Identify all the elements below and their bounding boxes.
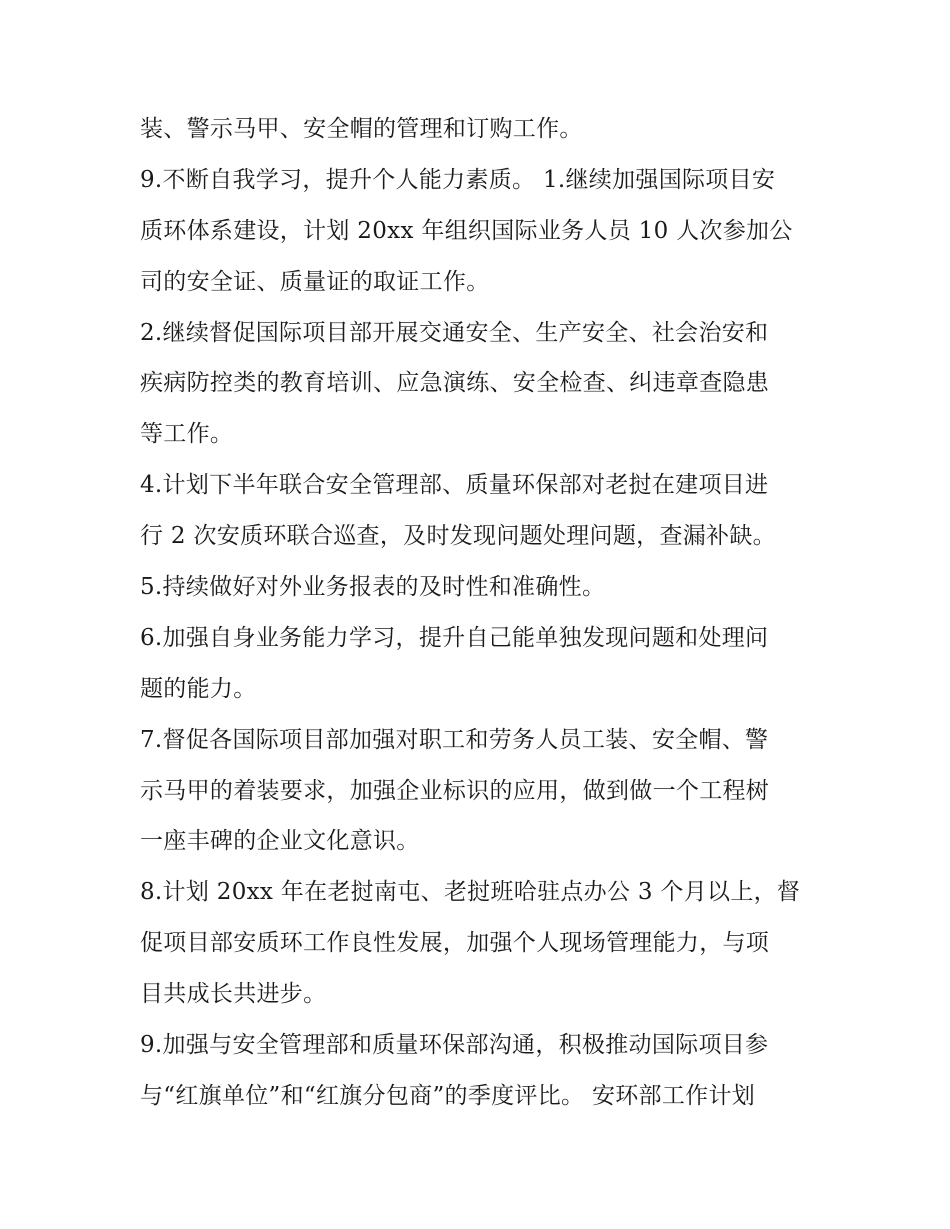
- text-line: 6.加强自身业务能力学习，提升自己能单独发现问题和处理问: [140, 624, 769, 651]
- text-line: 促项目部安质环工作良性发展，加强个人现场管理能力，与项: [140, 930, 770, 957]
- text-line: 9.加强与安全管理部和质量环保部沟通，积极推动国际项目参: [140, 1032, 769, 1059]
- text-line: 一座丰碑的企业文化意识。: [140, 828, 420, 855]
- text-line: 等工作。: [140, 421, 234, 448]
- text-line: 与“红旗单位”和“红旗分包商”的季度评比。 安环部工作计划: [140, 1082, 756, 1109]
- text-line: 示马甲的着装要求，加强企业标识的应用，做到做一个工程树: [140, 777, 770, 804]
- text-line: 疾病防控类的教育培训、应急演练、安全检查、纠违章查隐患: [140, 370, 770, 397]
- text-line: 7.督促各国际项目部加强对职工和劳务人员工装、安全帽、警: [140, 726, 769, 753]
- text-line: 9.不断自我学习，提升个人能力素质。 1.继续加强国际项目安: [140, 166, 776, 193]
- text-line: 8.计划 20xx 年在老挝南屯、老挝班哈驻点办公 3 个月以上，督: [140, 879, 801, 906]
- text-line: 题的能力。: [140, 675, 257, 702]
- text-line: 司的安全证、质量证的取证工作。: [140, 268, 490, 295]
- text-line: 4.计划下半年联合安全管理部、质量环保部对老挝在建项目进: [140, 472, 769, 499]
- document-body: [140, 104, 820, 1122]
- text-line: 2.继续督促国际项目部开展交通安全、生产安全、社会治安和: [140, 319, 769, 346]
- text-line: 行 2 次安质环联合巡查，及时发现问题处理问题，查漏补缺。: [140, 523, 776, 550]
- text-line: 质环体系建设，计划 20xx 年组织国际业务人员 10 人次参加公: [140, 217, 793, 244]
- text-line: 装、警示马甲、安全帽的管理和订购工作。: [140, 116, 583, 142]
- text-line: 目共成长共进步。: [140, 981, 327, 1008]
- text-line: 5.持续做好对外业务报表的及时性和准确性。: [140, 574, 606, 601]
